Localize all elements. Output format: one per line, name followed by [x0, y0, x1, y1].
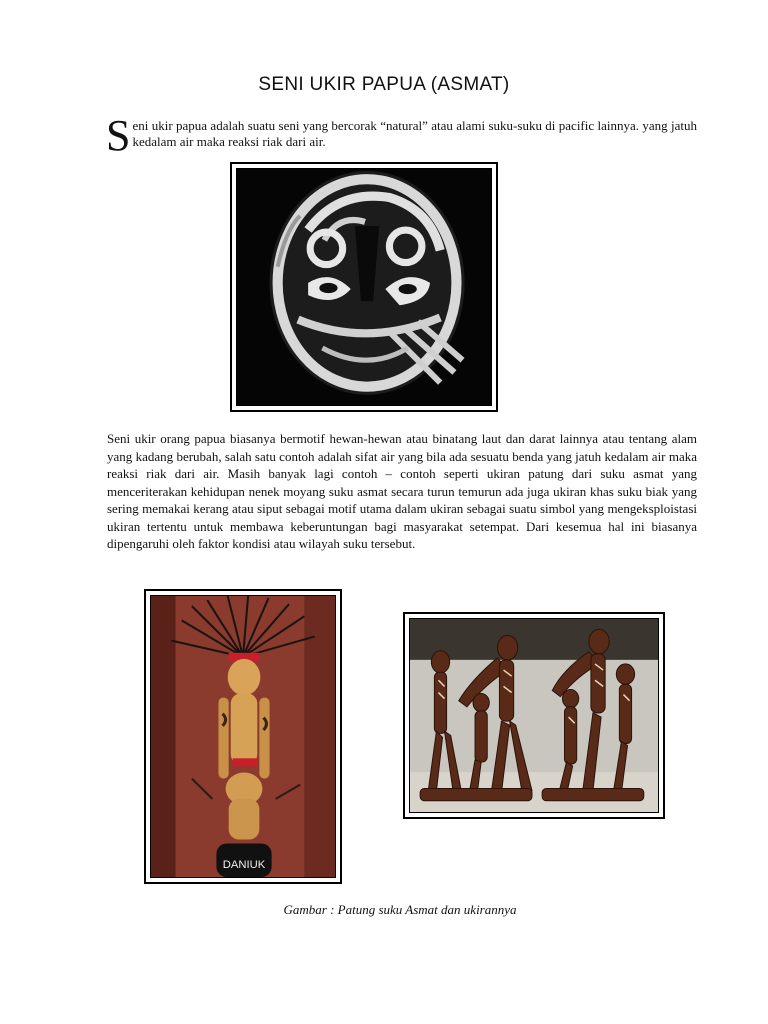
statue-photo	[150, 595, 336, 878]
mask-photo-frame	[230, 162, 498, 412]
figure-caption: Gambar : Patung suku Asmat dan ukirannya	[283, 902, 517, 917]
page-title: SENI UKIR PAPUA (ASMAT)	[258, 74, 510, 95]
intro-paragraph	[106, 111, 697, 160]
statue-photo-frame	[144, 589, 342, 884]
statue-base-text: DANIUK	[222, 858, 266, 871]
mask-photo	[236, 168, 492, 406]
carving-photo-frame	[403, 612, 665, 819]
body-paragraph: Seni ukir orang papua biasanya bermotif hewan-hewan atau binatang laut dan darat lainnya atau tentang alam yang kadang berubah, salah satu contoh adalah sifat air yang bila ada sesuatu benda yang jatuh kedalam air maka reaksi riak dari air. Masih banyak lagi contoh – contoh seperti ukiran patung dari suku asmat yang menceriterakan kehidupan nenek moyang suku asmat secara turun temurun ada juga ukiran khas suku biak yang sering memakai kerang atau siput sebagai motif utama dalam ukiran sebagai suatu simbol yang mengeksploistasi ukiran tertentu untuk membawa keberuntungan bagi masyarakat setempat. Dari kesemua hal ini biasanya dipengaruhi oleh faktor kondisi atau wilayah suku tersebut.	[107, 431, 697, 551]
carving-photo	[409, 618, 659, 813]
drop-cap: S	[106, 111, 131, 160]
intro-text: eni ukir papua adalah suatu seni yang bercorak “natural” atau alami suku-suku di pacific lainnya. yang jatuh kedalam air maka reaksi riak dari air.	[132, 118, 697, 149]
